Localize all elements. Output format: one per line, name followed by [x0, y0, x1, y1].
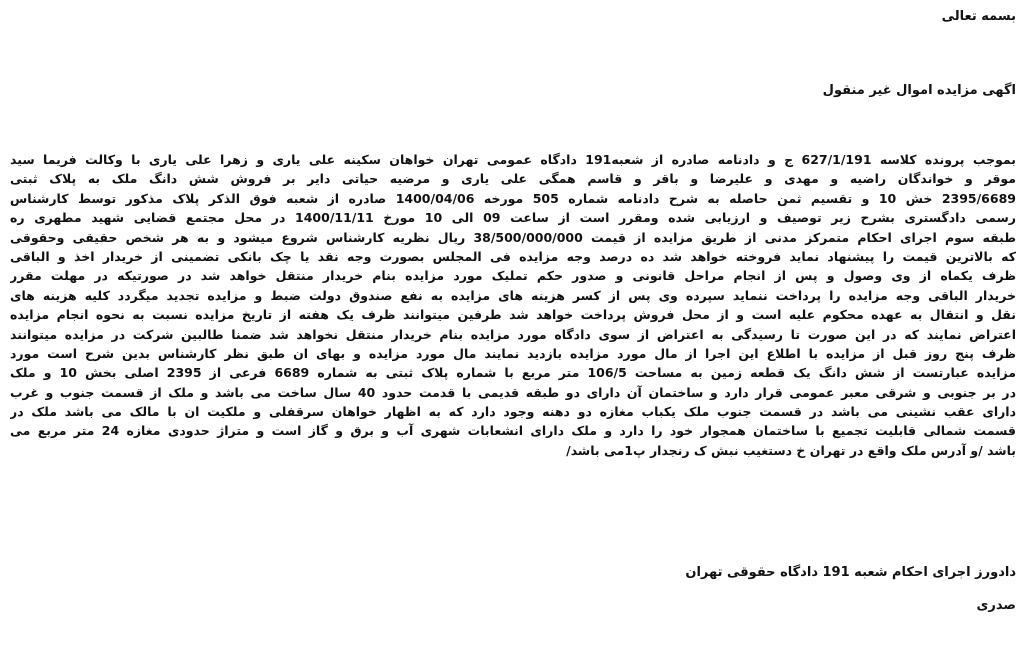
body-line: نقل و انتقال به عهده محکوم علیه است و از محل فروش پرداخت خواهد شد طرفین میتوانند ظرف یک هفته از تاریخ مزایده نسبت به نحوه انجام مزایده [10, 307, 1016, 323]
signature-title: دادورز اجرای احکام شعبه 191 دادگاه حقوقی تهران [685, 565, 1016, 580]
body-line: در بر جنوبی و شرقی معبر عمومی قرار دارد و ساختمان آن دارای دو طبقه قدیمی با قدمت حدود 40 سال ساخت می باشد و ملک از قسمت جنوب و غرب [10, 384, 1016, 400]
body-line: خریدار الباقی وجه مزایده را پرداخت ننماید سپرده وی پس از کسر هزینه های مزایده به نفع صندوق دولت ضبط و مزایده تجدید میگردد کلیه هزینه های [10, 287, 1016, 303]
body-line: مزایده عبارتست از شش دانگ یک قطعه زمین به مساحت 106/5 متر مربع با شماره پلاک ثبتی به شماره 6689 فرعی از 2395 اصلی بخش 10 و ملک [10, 365, 1016, 381]
body-line: طبقه سوم اجرای احکام متمرکز مدنی از طریق مزایده از قیمت 38/500/000/000 ریال نظریه کارشناس شروع میشود و به هر شخص حقیقی وحقوقی [10, 229, 1016, 245]
body-line: ظرف پنج روز قبل از مزایده با اطلاع این اجرا از مال مورد مزایده بازدید نمایند مال مورد مزایده و بهای ان طبق نظر کارشناس بدین شرح است مورد [10, 345, 1016, 361]
body-line: رسمی دادگستری بشرح زیر توصیف و ارزیابی شده ومقرر است از ساعت 09 الی 10 مورخ 1400/11/11 در محل مجتمع قضایی شهید مطهری ره [10, 210, 1016, 226]
document-title: اگهی مزایده اموال غیر منقول [822, 83, 1016, 98]
document-body [10, 150, 1016, 460]
signature-name: صدری [976, 598, 1016, 613]
body-line: که بالاترین قیمت را پیشنهاد نماید فروخته خواهد شد ده درصد وجه مزایده فی المجلس بصورت وجه نقد یا چک بانکی تضمینی از خریدار اخذ و الباقی [10, 248, 1016, 264]
document-header: بسمه تعالی [941, 9, 1016, 24]
body-line: بموجب پرونده کلاسه 627/1/191 ج و دادنامه صادره از شعبه191 دادگاه عمومی تهران خواهان سکینه علی یاری و زهرا علی یاری با وکالت فریما سید [10, 152, 1016, 167]
body-line: باشد /و آدرس ملک واقع در تهران خ دستغیب نبش ک رنجدار پ1می باشد/ [566, 442, 1016, 458]
body-line: 2395/6689 خش 10 و تقسیم ثمن حاصله به شرح دادنامه شماره 505 مورخه 1400/04/06 صادره از شعبه فوق الذکر پلاک مذکور توسط کارشناس [10, 190, 1016, 206]
body-line: موقر و خواندگان راضیه و مهدی و علیرضا و باقر و قاسم همگی علی یاری و مرضیه حیاتی دایر بر فروش شش دانگ ملک به پلاک ثبتی [10, 171, 1016, 187]
body-line: دارای عقب نشینی می باشد در قسمت جنوب ملک یکباب مغازه دو دهنه وجود دارد که به اظهار خواهان سرقفلی و ملکیت ان با مالک می باشد ملک در [10, 404, 1016, 420]
body-line: قسمت شمالی قابلیت تجمیع با ساختمان همجوار خود را دارد و ملک دارای انشعابات شهری آب و برق و گاز است و متراژ حدودی مغازه 24 متر مربع می [10, 423, 1016, 439]
body-line: اعتراض نمایند که در این صورت تا رسیدگی به اعتراض از سوی دادگاه مورد مزایده بنام خریدار منتقل نخواهد شد ضمنا طالبین شرکت در مزایده میتوانند [10, 326, 1016, 342]
body-line: ظرف یکماه از وی وصول و پس از انجام مراحل قانونی و صدور حکم تملیک مورد مزایده بنام خریدار منتقل خواهد شد در صورتیکه در مهلت مقرر [10, 268, 1016, 284]
